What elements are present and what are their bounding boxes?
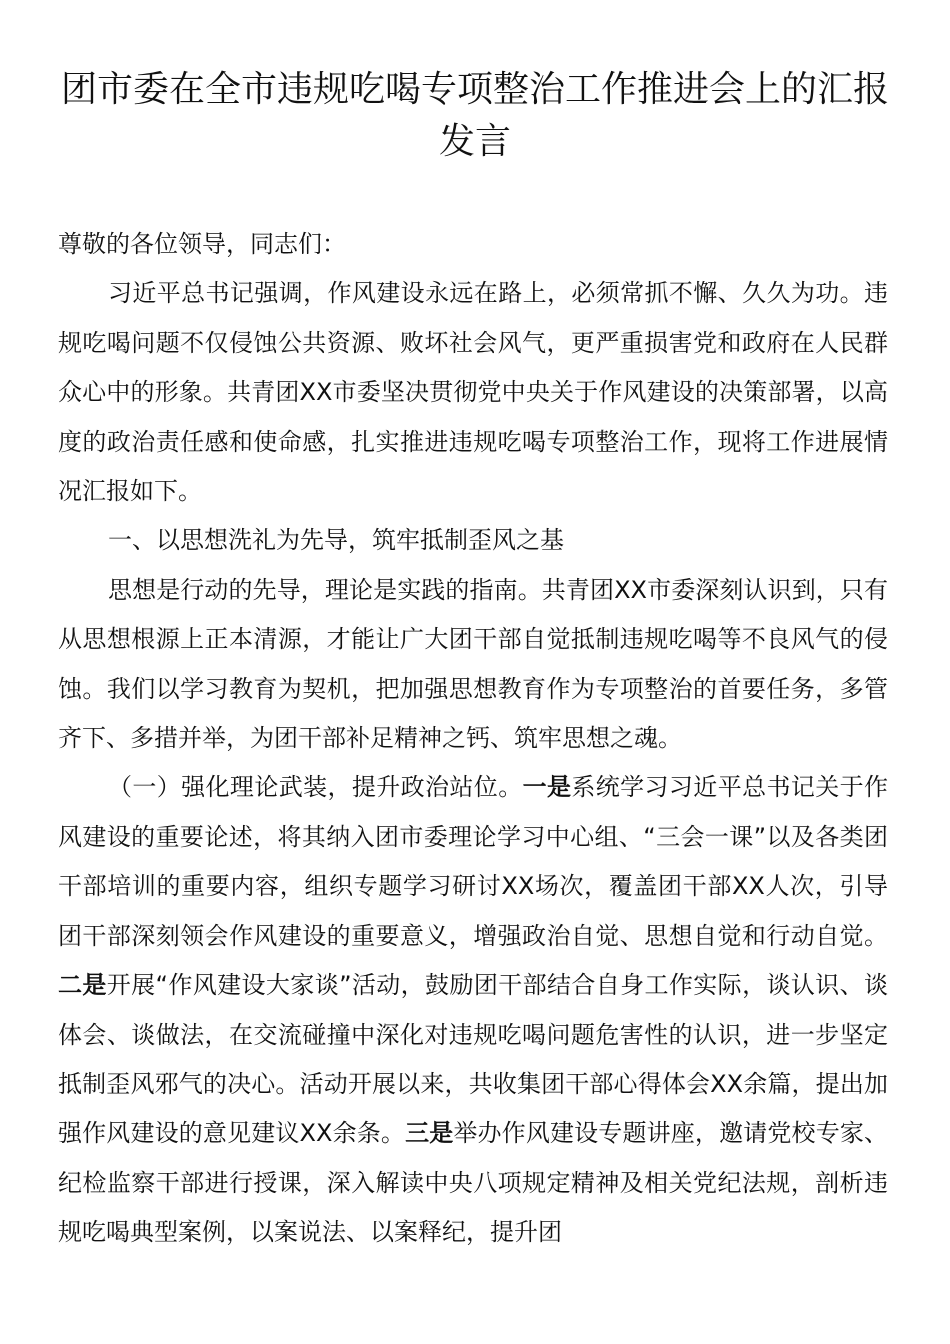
intro-paragraph: 习近平总书记强调，作风建设永远在路上，必须常抓不懈、久久为功。违规吃喝问题不仅侵蚀公共资源、败坏社会风气，更严重损害党和政府在人民群众心中的形象。共青团XX市委坚决贯彻党中央关于作风建设的决策部署，以高度的政治责任感和使命感，扎实推进违规吃喝专项整治工作，现将工作进展情况汇报如下。	[58, 279, 888, 506]
point-2-lead: 二是	[58, 971, 107, 1000]
section-1-paragraph: 思想是行动的先导，理论是实践的指南。共青团XX市委深刻认识到，只有从思想根源上正本清源，才能让广大团干部自觉抵制违规吃喝等不良风气的侵蚀。我们以学习教育为契机，把加强思想教育作为专项整治的首要任务，多管齐下、多措并举，为团干部补足精神之钙、筑牢思想之魂。	[58, 575, 888, 753]
subsection-1-paragraph	[58, 763, 888, 1257]
salutation: 尊敬的各位领导，同志们：	[58, 230, 346, 258]
document-body	[58, 220, 888, 1258]
point-1-text: 系统学习习近平总书记关于作风建设的重要论述，将其纳入团市委理论学习中心组、“三会一课”以及各类团干部培训的重要内容，组织专题学习研讨XX场次，覆盖团干部XX人次，引导团干部深刻领会作风建设的重要意义，增强政治自觉、思想自觉和行动自觉。	[58, 773, 889, 950]
point-3-text: 举办作风建设专题讲座，邀请党校专家、纪检监察干部进行授课，深入解读中央八项规定精神及相关党纪法规，剖析违规吃喝典型案例，以案说法、以案释纪，提升团	[58, 1119, 889, 1247]
title-line-2: 发言	[438, 121, 511, 162]
title-line-1: 团市委在全市违规吃喝专项整治工作推进会上的汇报	[60, 69, 889, 110]
document-title	[40, 64, 910, 168]
point-3-lead: 三是	[405, 1119, 454, 1148]
subsection-1-heading: （一）强化理论武装，提升政治站位。	[108, 773, 523, 802]
section-1-heading: 一、以思想洗礼为先导，筑牢抵制歪风之基	[108, 526, 564, 555]
point-1-lead: 一是	[522, 773, 572, 802]
point-2-text: 开展“作风建设大家谈”活动，鼓励团干部结合自身工作实际，谈认识、谈体会、谈做法，在交流碰撞中深化对违规吃喝问题危害性的认识，进一步坚定抵制歪风邪气的决心。活动开展以来，共收集团干部心得体会XX余篇，提出加强作风建设的意见建议XX余条。	[58, 971, 888, 1148]
